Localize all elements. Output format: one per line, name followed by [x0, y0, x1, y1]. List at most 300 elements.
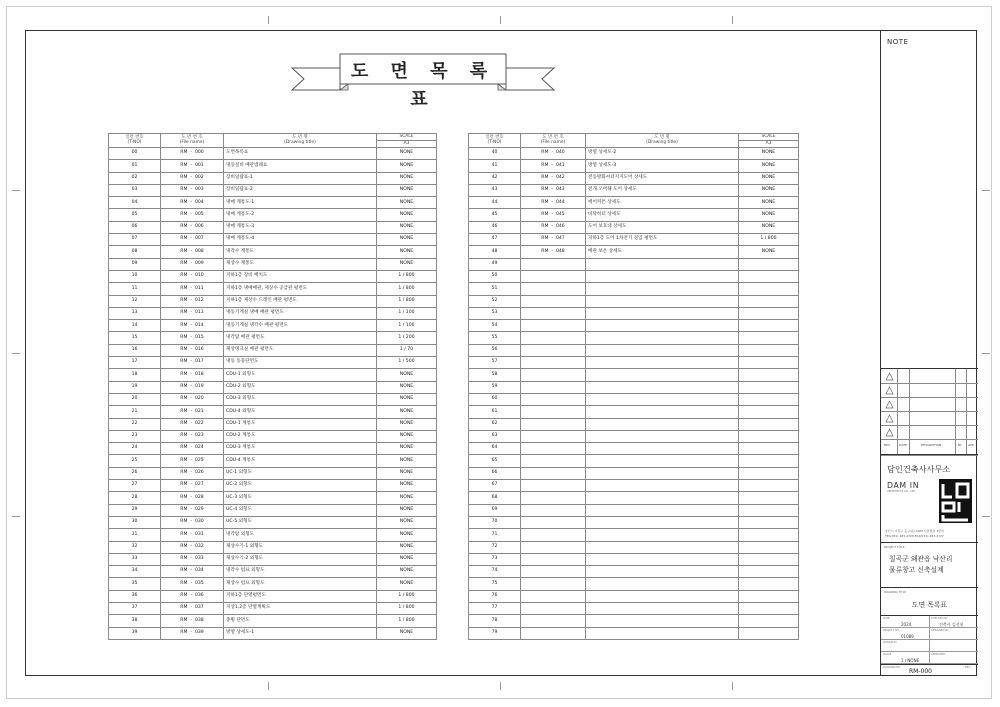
file-separator: -: [187, 187, 195, 193]
table-row: [469, 566, 799, 578]
project-title-line-2: 물류창고 신축설계: [889, 566, 944, 574]
table-row: [109, 492, 437, 504]
file-number: 044: [555, 199, 565, 205]
table-row: [109, 430, 437, 442]
row-title: 종횡 단면도: [224, 615, 377, 627]
row-no: 79: [469, 627, 521, 639]
file-prefix: RM: [180, 162, 188, 168]
file-number: 037: [194, 605, 204, 611]
row-no: 44: [469, 197, 521, 209]
table-row: [469, 283, 799, 295]
row-no: 70: [469, 516, 521, 528]
row-title: 배관 보온 상세도: [586, 246, 739, 258]
file-separator: -: [187, 568, 195, 574]
row-no: 46: [469, 221, 521, 233]
row-no: 29: [109, 504, 161, 516]
file-separator: -: [187, 593, 195, 599]
row-file-no: [521, 332, 586, 344]
row-file-no: [161, 209, 224, 221]
firm-address: 울산시 기흥구 동구대로CDM 신한빌딩 3번지: [885, 529, 945, 533]
row-no: 62: [469, 418, 521, 430]
file-prefix: RM: [180, 347, 188, 353]
table-row: [109, 344, 437, 356]
row-no: 65: [469, 455, 521, 467]
row-no: 09: [109, 258, 161, 270]
file-separator: -: [187, 297, 195, 303]
row-scale: NONE: [377, 246, 437, 258]
file-prefix: RM: [180, 261, 188, 267]
row-title: [586, 455, 739, 467]
row-no: 33: [109, 553, 161, 565]
row-title: [586, 406, 739, 418]
row-scale: NONE: [377, 184, 437, 196]
row-no: 06: [109, 221, 161, 233]
row-file-no: [161, 541, 224, 553]
row-no: 00: [109, 148, 161, 160]
table-row: [469, 529, 799, 541]
file-separator: -: [187, 273, 195, 279]
row-title: 지하1층 도어 1차전기 전입 평면도: [586, 234, 739, 246]
row-scale: NONE: [377, 430, 437, 442]
row-scale: [739, 430, 799, 442]
row-scale: 1 / 800: [377, 270, 437, 282]
table-row: [109, 332, 437, 344]
row-scale: NONE: [739, 197, 799, 209]
row-title: [586, 344, 739, 356]
file-number: 023: [194, 433, 204, 439]
row-file-no: [161, 455, 224, 467]
file-prefix: RM: [180, 543, 188, 549]
row-no: 69: [469, 504, 521, 516]
file-separator: -: [187, 494, 195, 500]
table-row: [109, 246, 437, 258]
file-number: 040: [555, 150, 565, 156]
revision-col-line: [909, 369, 910, 455]
checked-label: CHECKED BY: [931, 617, 948, 620]
revision-triangle-icon: [885, 372, 894, 381]
row-scale: NONE: [377, 467, 437, 479]
table-row: [469, 627, 799, 639]
meta-row: [881, 652, 978, 664]
file-prefix: RM: [180, 482, 188, 488]
project-block: [881, 542, 978, 588]
row-title: UC-1 외형도: [224, 467, 377, 479]
table-row: [469, 504, 799, 516]
frame-tick: [732, 16, 733, 24]
firm-subtitle: ARCHITECTS CO., LTD: [887, 490, 915, 493]
table-row: [109, 234, 437, 246]
row-title: 방열 상세도-2: [586, 148, 739, 160]
row-title: CDU-4 외형도: [224, 406, 377, 418]
table-row: [469, 393, 799, 405]
file-prefix: RM: [180, 310, 188, 316]
row-file-no: [161, 295, 224, 307]
file-prefix: RM: [180, 445, 188, 451]
file-prefix: RM: [180, 199, 188, 205]
header-scale: SCALE A3: [377, 134, 437, 148]
row-title: UC-3 외형도: [224, 492, 377, 504]
row-file-no: [521, 320, 586, 332]
table-row: [109, 406, 437, 418]
row-file-no: [521, 516, 586, 528]
file-prefix: RM: [180, 556, 188, 562]
file-prefix: RM: [541, 162, 549, 168]
row-title: [586, 480, 739, 492]
file-separator: -: [187, 248, 195, 254]
file-prefix: RM: [541, 199, 549, 205]
row-title: 냉각탑 외형도: [224, 529, 377, 541]
row-scale: 1 / 200: [377, 332, 437, 344]
row-scale: NONE: [377, 209, 437, 221]
row-scale: NONE: [377, 480, 437, 492]
row-file-no: [161, 590, 224, 602]
row-no: 78: [469, 615, 521, 627]
table-row: [469, 553, 799, 565]
drawing-index-table-left: [108, 133, 437, 640]
table-row: [469, 234, 799, 246]
table-row: [469, 467, 799, 479]
row-title: [586, 332, 739, 344]
table-row: [109, 320, 437, 332]
table-header-row: [109, 134, 437, 148]
row-title: [586, 590, 739, 602]
row-title: 냉동기계실 냉매 배관 평면도: [224, 307, 377, 319]
file-number: 045: [555, 211, 565, 217]
table-row: [109, 615, 437, 627]
table-row: [109, 258, 437, 270]
header-title: 도 면 명 (Drawing title): [224, 134, 377, 148]
file-prefix: RM: [180, 174, 188, 180]
file-separator: -: [187, 470, 195, 476]
revision-triangle-icon: [885, 386, 894, 395]
row-title: [586, 320, 739, 332]
row-scale: NONE: [377, 443, 437, 455]
frame-tick: [982, 516, 990, 517]
revision-triangle-icon: [885, 428, 894, 437]
revision-row: [881, 397, 978, 412]
project-no-label: PROJECT NO.: [883, 629, 900, 632]
file-number: 009: [194, 261, 204, 267]
row-file-no: [521, 443, 586, 455]
table-row: [469, 541, 799, 553]
file-separator: -: [548, 248, 556, 254]
row-file-no: [521, 455, 586, 467]
header-scale: SCALE A3: [739, 134, 799, 148]
row-title: 장비일람표-2: [224, 184, 377, 196]
file-number: 046: [555, 224, 565, 230]
row-no: 16: [109, 344, 161, 356]
file-number: 025: [194, 457, 204, 463]
row-file-no: [521, 307, 586, 319]
row-file-no: [521, 234, 586, 246]
file-number: 048: [555, 248, 565, 254]
drawing-number-block: [881, 664, 978, 678]
row-scale: [739, 627, 799, 639]
row-file-no: [521, 406, 586, 418]
row-scale: [739, 553, 799, 565]
row-no: 31: [109, 529, 161, 541]
row-scale: NONE: [377, 197, 437, 209]
row-no: 24: [109, 443, 161, 455]
row-no: 76: [469, 590, 521, 602]
table-row: [469, 516, 799, 528]
file-number: 021: [194, 408, 204, 414]
table-row: [469, 221, 799, 233]
row-file-no: [521, 393, 586, 405]
row-no: 38: [109, 615, 161, 627]
row-title: 지하1층 장비 배치도: [224, 270, 377, 282]
row-no: 11: [109, 283, 161, 295]
row-no: 39: [109, 627, 161, 639]
table-row: [109, 393, 437, 405]
row-title: [586, 529, 739, 541]
date-label: DATE: [883, 617, 890, 620]
table-row: [469, 602, 799, 614]
by-header: BY: [958, 443, 962, 447]
table-row: [109, 160, 437, 172]
row-title: 냉동기계실 냉각수 배관 평면도: [224, 320, 377, 332]
file-separator: -: [187, 543, 195, 549]
drawing-title-label: DRAWING TITLE: [884, 590, 907, 594]
row-title: [586, 553, 739, 565]
row-no: 26: [109, 467, 161, 479]
row-no: 60: [469, 393, 521, 405]
file-prefix: RM: [180, 568, 188, 574]
row-no: 71: [469, 529, 521, 541]
file-number: 004: [194, 199, 204, 205]
file-separator: -: [187, 322, 195, 328]
row-scale: NONE: [377, 393, 437, 405]
row-file-no: [161, 492, 224, 504]
row-file-no: [161, 283, 224, 295]
row-title: [586, 430, 739, 442]
revision-col-line: [897, 369, 898, 455]
row-title: 도어 보호대 상세도: [586, 221, 739, 233]
row-no: 57: [469, 357, 521, 369]
row-title: [586, 566, 739, 578]
table-row: [109, 197, 437, 209]
row-scale: NONE: [377, 234, 437, 246]
row-scale: NONE: [739, 246, 799, 258]
file-prefix: RM: [180, 285, 188, 291]
file-separator: -: [187, 371, 195, 377]
row-no: 12: [109, 295, 161, 307]
table-row: [109, 270, 437, 282]
row-no: 19: [109, 381, 161, 393]
file-prefix: RM: [180, 359, 188, 365]
row-scale: NONE: [377, 258, 437, 270]
row-scale: NONE: [739, 172, 799, 184]
row-title: 냉동 동풍단면도: [224, 357, 377, 369]
row-scale: NONE: [377, 172, 437, 184]
row-title: [586, 307, 739, 319]
row-title: CDU-1 외형도: [224, 369, 377, 381]
row-no: 17: [109, 357, 161, 369]
file-prefix: RM: [180, 470, 188, 476]
file-number: 007: [194, 236, 204, 242]
row-title: 지하1층 냉매배관, 제상수 공급관 평면도: [224, 283, 377, 295]
row-title: 방열 상세도-1: [224, 627, 377, 639]
row-file-no: [521, 246, 586, 258]
title-block: [880, 30, 977, 676]
row-no: 18: [109, 369, 161, 381]
row-file-no: [521, 357, 586, 369]
row-file-no: [521, 221, 586, 233]
row-file-no: [521, 381, 586, 393]
header-no: 일련 번호 (T-NO): [469, 134, 521, 148]
file-number: 012: [194, 297, 204, 303]
row-file-no: [161, 566, 224, 578]
row-no: 68: [469, 492, 521, 504]
file-separator: -: [187, 457, 195, 463]
file-separator: -: [187, 199, 195, 205]
row-scale: [739, 344, 799, 356]
rev-label: REV.: [965, 666, 971, 669]
file-number: 019: [194, 383, 204, 389]
designed-label: DESIGNED BY: [931, 629, 949, 632]
row-title: 냉매 계통도-3: [224, 221, 377, 233]
row-file-no: [161, 578, 224, 590]
file-number: 017: [194, 359, 204, 365]
row-file-no: [521, 480, 586, 492]
file-number: 006: [194, 224, 204, 230]
file-separator: -: [187, 531, 195, 537]
row-file-no: [521, 553, 586, 565]
row-scale: [739, 295, 799, 307]
row-no: 48: [469, 246, 521, 258]
project-title-label: PROJECT TITLE: [884, 545, 905, 549]
row-title: 냉각탑 배관 평면도: [224, 332, 377, 344]
file-number: 043: [555, 187, 565, 193]
table-row: [109, 148, 437, 160]
file-separator: -: [548, 224, 556, 230]
row-scale: [739, 590, 799, 602]
row-scale: 1 / 800: [377, 295, 437, 307]
table-row: [109, 418, 437, 430]
header-title: 도 면 명 (Drawing title): [586, 134, 739, 148]
file-prefix: RM: [180, 371, 188, 377]
revision-row: [881, 383, 978, 398]
file-number: 033: [194, 556, 204, 562]
file-prefix: RM: [180, 580, 188, 586]
file-prefix: RM: [541, 187, 549, 193]
table-row: [469, 307, 799, 319]
row-no: 28: [109, 492, 161, 504]
row-title: 도면목록표: [224, 148, 377, 160]
row-title: 지상1,2층 단열계획도: [224, 602, 377, 614]
table-row: [109, 553, 437, 565]
row-scale: [739, 615, 799, 627]
file-prefix: RM: [180, 433, 188, 439]
row-scale: [739, 541, 799, 553]
row-no: 41: [469, 160, 521, 172]
file-separator: -: [548, 174, 556, 180]
table-row: [109, 516, 437, 528]
frame-tick: [268, 682, 269, 690]
file-separator: -: [187, 359, 195, 365]
file-separator: -: [548, 199, 556, 205]
file-prefix: RM: [180, 531, 188, 537]
file-number: 035: [194, 580, 204, 586]
row-scale: NONE: [377, 221, 437, 233]
row-file-no: [161, 307, 224, 319]
table-row: [109, 221, 437, 233]
row-no: 54: [469, 320, 521, 332]
row-file-no: [521, 590, 586, 602]
file-number: 034: [194, 568, 204, 574]
row-file-no: [521, 504, 586, 516]
table-row: [109, 184, 437, 196]
row-no: 59: [469, 381, 521, 393]
row-scale: [739, 418, 799, 430]
row-no: 43: [469, 184, 521, 196]
row-scale: [739, 516, 799, 528]
file-separator: -: [187, 420, 195, 426]
row-file-no: [161, 418, 224, 430]
file-number: 042: [555, 174, 565, 180]
file-prefix: RM: [180, 248, 188, 254]
row-file-no: [161, 529, 224, 541]
row-no: 13: [109, 307, 161, 319]
table-row: [109, 627, 437, 639]
row-no: 15: [109, 332, 161, 344]
row-scale: NONE: [739, 160, 799, 172]
file-number: 039: [194, 629, 204, 635]
row-file-no: [161, 443, 224, 455]
file-separator: -: [187, 174, 195, 180]
table-row: [469, 381, 799, 393]
row-scale: NONE: [377, 627, 437, 639]
date-value: 2024.: [901, 622, 913, 627]
row-file-no: [161, 270, 224, 282]
revision-row: [881, 369, 978, 384]
file-separator: -: [548, 150, 556, 156]
row-scale: NONE: [377, 455, 437, 467]
row-no: 51: [469, 283, 521, 295]
project-title-line-1: 칠곡군 왜관읍 낙산리: [889, 555, 953, 563]
file-separator: -: [548, 236, 556, 242]
frame-tick: [982, 353, 990, 354]
project-no-value: 01089: [901, 634, 914, 639]
file-number: 001: [194, 162, 204, 168]
row-no: 47: [469, 234, 521, 246]
drawing-meta-block: [881, 615, 978, 677]
row-file-no: [161, 184, 224, 196]
row-scale: NONE: [377, 578, 437, 590]
file-prefix: RM: [180, 605, 188, 611]
frame-tick: [12, 516, 20, 517]
row-file-no: [161, 246, 224, 258]
row-title: 냉매 계통도-1: [224, 197, 377, 209]
file-separator: -: [187, 408, 195, 414]
row-title: CDU-3 외형도: [224, 393, 377, 405]
title-ribbon: [288, 50, 558, 110]
file-separator: -: [548, 211, 556, 217]
row-no: 45: [469, 209, 521, 221]
file-number: 015: [194, 334, 204, 340]
row-no: 34: [109, 566, 161, 578]
frame-tick: [500, 16, 501, 24]
file-number: 028: [194, 494, 204, 500]
table-row: [469, 332, 799, 344]
file-number: 041: [555, 162, 565, 168]
table-row: [469, 148, 799, 160]
row-scale: [739, 480, 799, 492]
row-scale: NONE: [739, 148, 799, 160]
file-number: 011: [194, 285, 204, 291]
firm-tel: TEL(031) 283-4726 FAX(031) 283-4727: [885, 534, 944, 538]
row-title: CDU-2 외형도: [224, 381, 377, 393]
